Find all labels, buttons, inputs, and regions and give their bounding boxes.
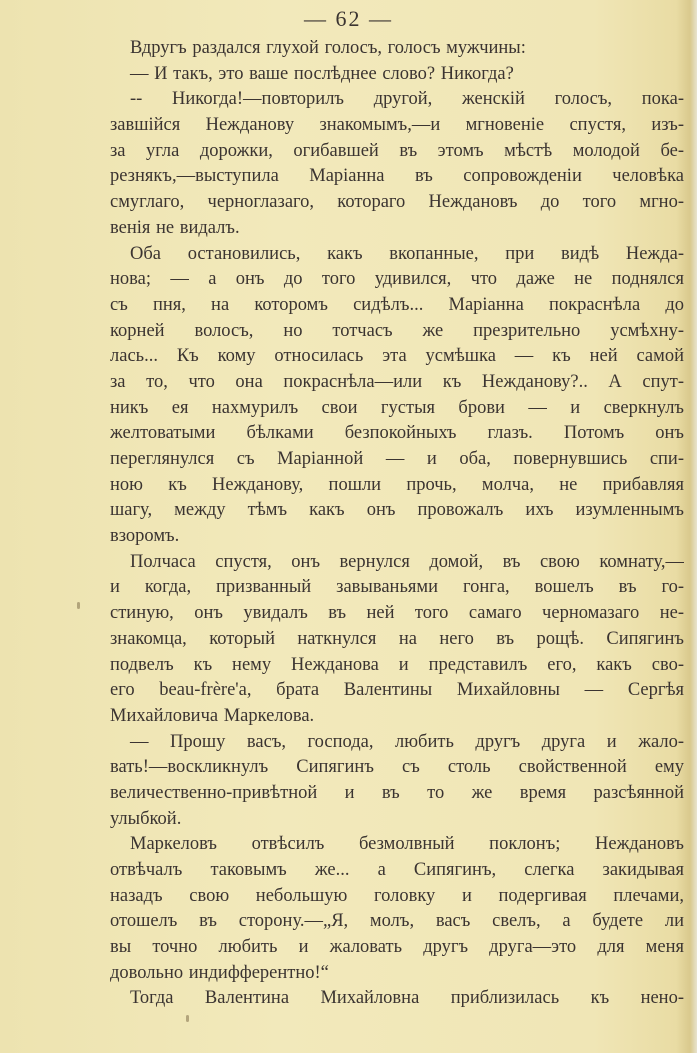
text-line: отошелъ въ сторону.—„Я, молъ, васъ свелъ, а будете ли	[110, 911, 684, 932]
text-line: величественно-привѣтной и въ то же время разсѣянной	[110, 782, 684, 803]
text-line: венія не видалъ.	[110, 217, 240, 238]
text-line: подвелъ къ нему Нежданова и представилъ его, какъ сво-	[110, 654, 684, 675]
text-line: ною къ Нежданову, пошли прочь, молча, не прибавляя	[110, 474, 684, 495]
text-line: корней волосъ, но тотчасъ же презрительно усмѣхну-	[110, 320, 684, 341]
text-line: улыбкой.	[110, 808, 182, 829]
text-line: довольно индифферентно!“	[110, 962, 329, 983]
text-line: никъ ея нахмурилъ свои густыя брови — и сверкнулъ	[110, 397, 684, 418]
text-line: шагу, между тѣмъ какъ онъ провожалъ ихъ изумленнымъ	[110, 500, 684, 521]
text-line: съ пня, на которомъ сидѣлъ... Маріанна покраснѣла до	[110, 294, 684, 315]
text-line: отвѣчалъ таковымъ же... а Сипягинъ, слегка закидывая	[110, 860, 684, 880]
text-line: желтоватыми бѣлками безпокойныхъ глазъ. Потомъ онъ	[110, 423, 684, 444]
text-line: лась... Къ кому относилась эта усмѣшка — къ ней самой	[110, 346, 684, 367]
text-line: стиную, онъ увидалъ въ ней того самаго черномазаго не-	[110, 603, 684, 624]
text-line: Полчаса спустя, онъ вернулся домой, въ свою комнату,—	[130, 551, 684, 572]
text-line: его beau-frère'a, брата Валентины Михайловны — Сергѣя	[110, 680, 684, 701]
text-line: и когда, призванный завываньями гонга, вошелъ въ го-	[110, 577, 684, 598]
text-line: Михайловича Маркелова.	[110, 705, 315, 726]
text-line: за угла дорожки, огибавшей въ этомъ мѣстѣ молодой бе-	[110, 140, 684, 161]
text-line: Тогда Валентина Михайловна приблизилась къ нено-	[130, 988, 684, 1009]
text-line: за то, что она покраснѣла—или къ Нежданову?.. А спут-	[110, 371, 684, 392]
text-line: завшійся Нежданову знакомымъ,—и мгновеніе спустя, изъ-	[110, 115, 684, 136]
text-line: -- Никогда!—повторилъ другой, женскій голосъ, пока-	[130, 89, 684, 110]
text-line: — И такъ, это ваше послѣднее слово? Никогда?	[130, 63, 514, 84]
text-line: назадъ свою небольшую головку и подергивая плечами,	[110, 885, 684, 906]
text-line: резнякъ,—выступила Маріанна въ сопровожденіи человѣка	[110, 166, 684, 187]
text-line: смуглаго, черноглазаго, котораго Неждановъ до того мгно-	[110, 192, 684, 213]
text-line: взоромъ.	[110, 526, 180, 547]
text-line: переглянулся съ Маріанной — и оба, повернувшись спи-	[110, 449, 684, 469]
text-line: вы точно любить и жаловать другъ друга—это для меня	[110, 937, 684, 958]
scan-speck	[77, 602, 80, 609]
page-body-text	[110, 36, 684, 1012]
text-line: знакомца, который наткнулся на него въ рощѣ. Сипягинъ	[110, 628, 684, 649]
text-line: вать!—воскликнулъ Сипягинъ съ столь свойственной ему	[110, 757, 684, 778]
text-line: Маркеловъ отвѣсилъ безмолвный поклонъ; Неждановъ	[130, 834, 684, 855]
page-number: — 62 —	[304, 6, 393, 31]
text-line: нова; — а онъ до того удивился, что даже не поднялся	[110, 269, 684, 290]
text-line: Вдругъ раздался глухой голосъ, голосъ мужчины:	[130, 38, 526, 58]
text-line: — Прошу васъ, господа, любить другъ друга и жало-	[130, 731, 684, 752]
text-line: Оба остановились, какъ вкопанные, при видѣ Нежда-	[130, 243, 684, 264]
scan-speck	[186, 1015, 189, 1022]
